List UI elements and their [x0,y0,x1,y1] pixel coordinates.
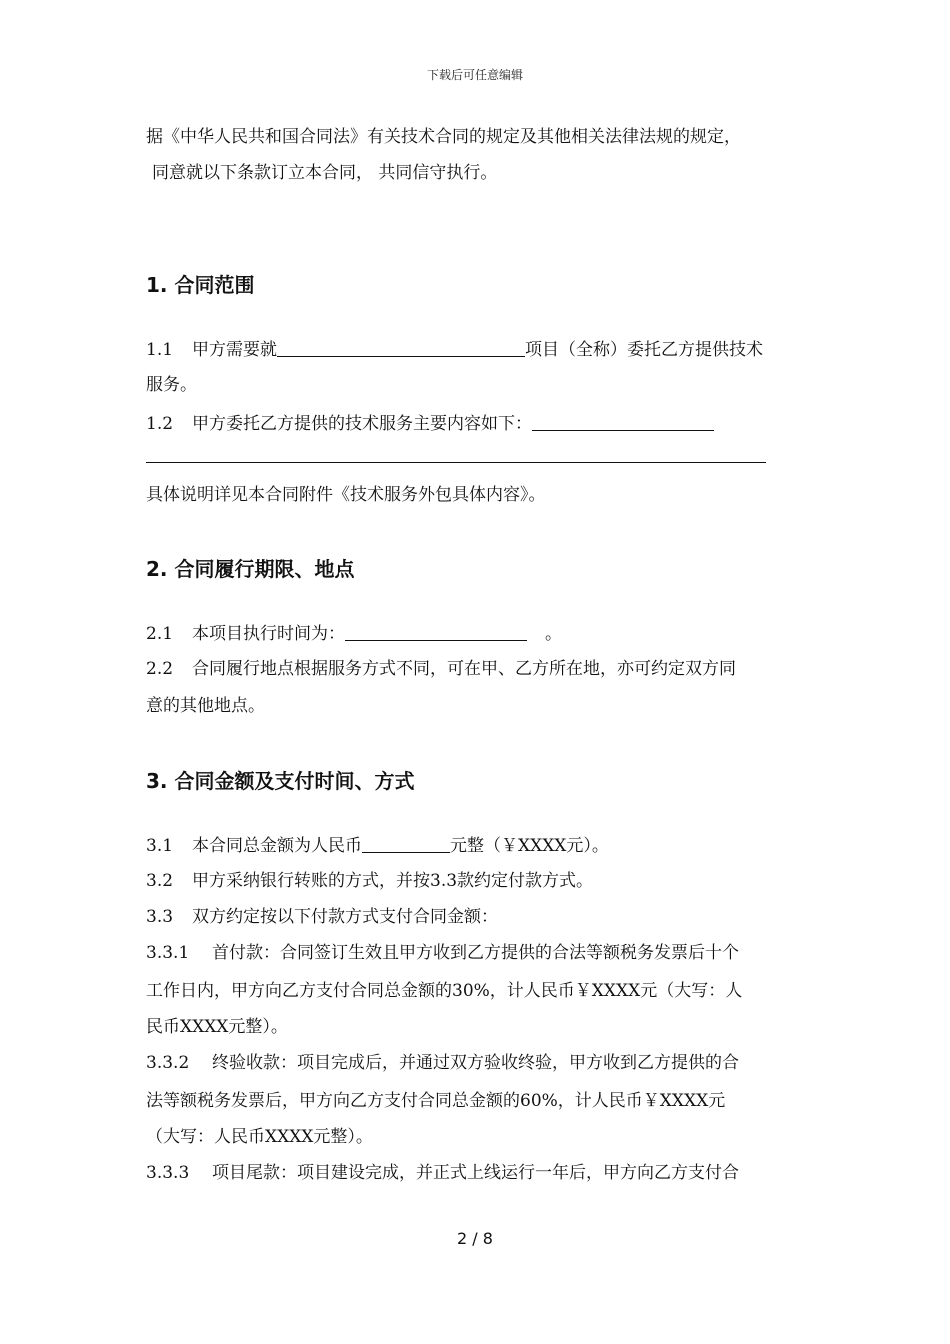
page-header: 下载后可任意编辑 [426,68,523,82]
clause-1-1 [146,338,763,361]
clause-text: 项目（全称）委托乙方提供技术 [525,340,763,360]
clause-2-1 [146,622,562,645]
clause-3-3-1-cont-1: 工作日内，甲方向乙方支付合同总金额的30%，计人民币￥XXXX元（大写：人 [146,981,743,1001]
clause-3-1 [146,834,609,857]
blank-underline [362,834,450,853]
clause-text: 本项目执行时间为： [192,624,345,644]
blank-underline [345,622,527,641]
clause-text: 本合同总金额为人民币 [192,836,362,856]
clause-1-2 [146,412,714,435]
clause-3-3-2-cont-2: （大写：人民币XXXX元整）。 [146,1127,373,1147]
clause-2-2-cont: 意的其他地点。 [146,696,265,716]
clause-3-3-1-cont-2: 民币XXXX元整）。 [146,1017,288,1037]
clause-number: 3.3 [146,907,174,927]
page-number: 2 / 8 [457,1229,493,1248]
clause-3-3-3 [146,1162,739,1184]
clause-text: 终验收款：项目完成后，并通过双方验收终验，甲方收到乙方提供的合 [212,1053,739,1073]
clause-number: 1.1 [146,340,174,360]
clause-number: 3.3.2 [146,1053,190,1073]
clause-text: 项目尾款：项目建设完成，并正式上线运行一年后，甲方向乙方支付合 [212,1163,739,1183]
clause-text: 甲方委托乙方提供的技术服务主要内容如下： [192,414,532,434]
blank-underline [532,412,714,431]
clause-3-3 [146,906,498,928]
clause-number: 1.2 [146,414,174,434]
intro-line-2: 同意就以下条款订立本合同， 共同信守执行。 [152,163,498,183]
intro-line-1: 据《中华人民共和国合同法》有关技术合同的规定及其他相关法律法规的规定， [146,127,741,147]
clause-text: 合同履行地点根据服务方式不同，可在甲、乙方所在地，亦可约定双方同 [192,659,736,679]
clause-text: 双方约定按以下付款方式支付合同金额： [192,907,498,927]
clause-2-2 [146,658,736,680]
clause-text: 首付款：合同签订生效且甲方收到乙方提供的合法等额税务发票后十个 [212,943,739,963]
clause-text: 甲方需要就 [192,340,277,360]
clause-number: 3.3.3 [146,1163,190,1183]
clause-number: 2.1 [146,624,174,644]
clause-number: 3.2 [146,871,174,891]
section-2-heading: 2. 合同履行期限、地点 [146,557,355,581]
blank-line [146,462,766,463]
clause-3-3-2 [146,1052,739,1074]
clause-3-3-2-cont-1: 法等额税务发票后，甲方向乙方支付合同总金额的60%，计人民币￥XXXX元 [146,1091,726,1111]
clause-number: 3.3.1 [146,943,190,963]
section-1-note: 具体说明详见本合同附件《技术服务外包具体内容》。 [146,485,546,505]
clause-1-1-cont: 服务。 [146,375,197,395]
clause-text: 元整（￥XXXX元）。 [450,836,609,856]
section-3-heading: 3. 合同金额及支付时间、方式 [146,769,415,793]
clause-number: 3.1 [146,836,174,856]
blank-underline [277,338,525,357]
clause-3-3-1 [146,942,739,964]
clause-3-2 [146,870,593,892]
clause-text: 甲方采纳银行转账的方式，并按3.3款约定付款方式。 [192,871,594,891]
clause-number: 2.2 [146,659,174,679]
clause-text: 。 [545,624,562,644]
section-1-heading: 1. 合同范围 [146,273,255,297]
